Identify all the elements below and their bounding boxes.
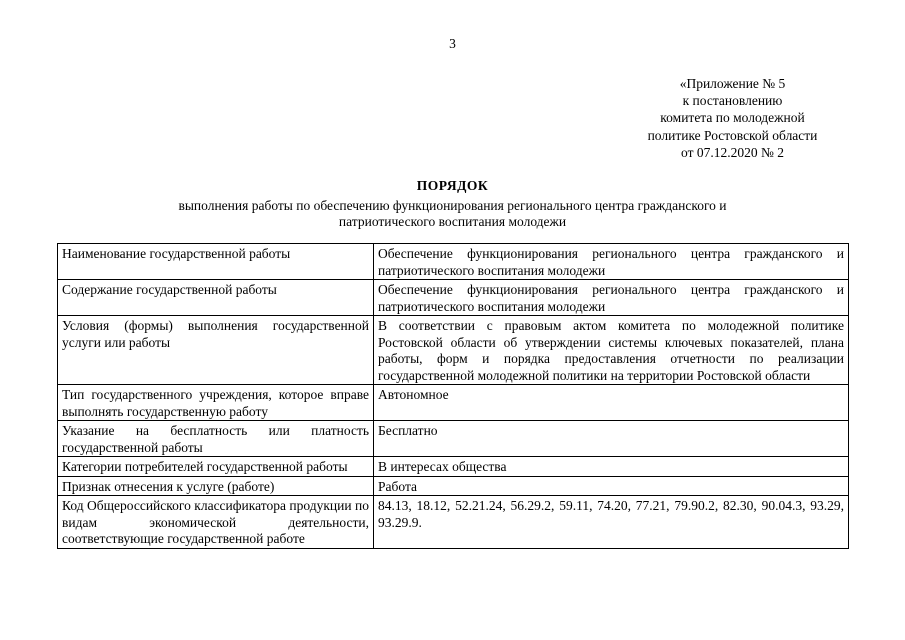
row-label: Наименование государственной работы <box>58 244 374 280</box>
row-value: Бесплатно <box>374 421 849 457</box>
table-row <box>58 316 849 385</box>
row-label: Код Общероссийского классификатора продукции по видам экономической деятельности, соответствующие государственной работе <box>58 496 374 549</box>
table-row <box>58 385 849 421</box>
row-label: Условия (формы) выполнения государственной услуги или работы <box>58 316 374 385</box>
appendix-line: к постановлению <box>682 93 783 109</box>
row-label: Тип государственного учреждения, которое вправе выполнять государственную работу <box>58 385 374 421</box>
appendix-line: от 07.12.2020 № 2 <box>681 144 784 160</box>
appendix-header <box>605 75 860 161</box>
row-label: Указание на бесплатность или платность государственной работы <box>58 421 374 457</box>
table-row <box>58 280 849 316</box>
row-value: В интересах общества <box>374 457 849 477</box>
row-value: Обеспечение функционирования регионального центра гражданского и патриотического воспитания молодежи <box>374 280 849 316</box>
table-row <box>58 496 849 549</box>
table-row <box>58 457 849 477</box>
row-value: 84.13, 18.12, 52.21.24, 56.29.2, 59.11, 74.20, 77.21, 79.90.2, 82.30, 90.04.3, 93.29, 93.29.9. <box>374 496 849 549</box>
document-subtitle: выполнения работы по обеспечению функционирования регионального центра гражданского и патриотического воспитания молодежи <box>178 198 727 229</box>
procedure-table <box>57 243 849 549</box>
appendix-line: политике Ростовской области <box>647 127 818 143</box>
table-row <box>58 476 849 496</box>
row-value: Работа <box>374 476 849 496</box>
row-label: Категории потребителей государственной работы <box>58 457 374 477</box>
row-label: Содержание государственной работы <box>58 280 374 316</box>
appendix-line: комитета по молодежной <box>660 110 805 126</box>
document-title: ПОРЯДОК <box>416 178 489 193</box>
table-row <box>58 421 849 457</box>
row-label: Признак отнесения к услуге (работе) <box>58 476 374 496</box>
row-value: Автономное <box>374 385 849 421</box>
row-value: В соответствии с правовым актом комитета по молодежной политике Ростовской области об утверждении системы ключевых показателей, плана работы, форм и порядка предоставления отчетности по реализации государственной молодежной политики на территории Ростовской области <box>374 316 849 385</box>
appendix-line: «Приложение № 5 <box>679 76 786 91</box>
row-value: Обеспечение функционирования регионального центра гражданского и патриотического воспитания молодежи <box>374 244 849 280</box>
page-number: 3 <box>449 36 456 51</box>
table-row <box>58 244 849 280</box>
